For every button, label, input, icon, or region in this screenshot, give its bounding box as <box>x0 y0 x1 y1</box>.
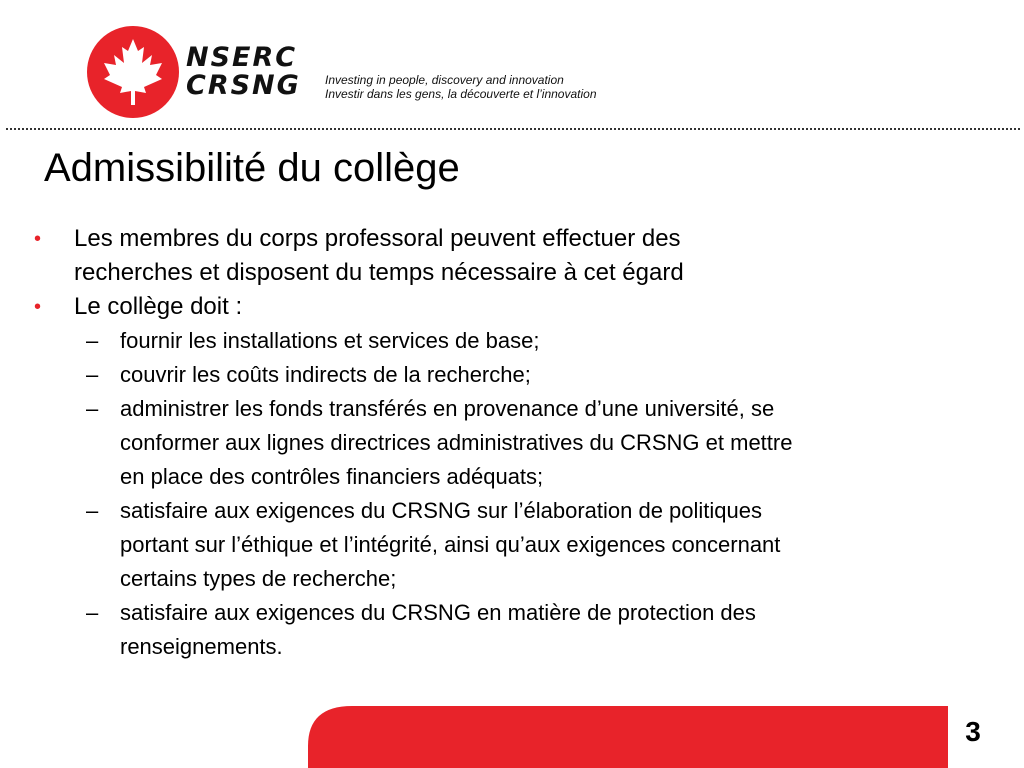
logo-line-nserc: NSERC <box>186 42 298 73</box>
dash-marker: – <box>86 600 99 625</box>
sub-item-administer-funds <box>34 392 1004 494</box>
sub-item-ethics-policies <box>34 494 1004 596</box>
sub-item-text-line: renseignements. <box>120 634 283 659</box>
tagline-french: Investir dans les gens, la découverte et l’innovation <box>325 87 597 101</box>
sub-item-privacy <box>34 596 1004 664</box>
tagline-english: Investing in people, discovery and innovation <box>325 73 564 87</box>
dash-marker: – <box>86 328 99 353</box>
logo-line-crsng: CRSNG <box>186 70 301 101</box>
sub-item-text-line: conformer aux lignes directrices administratives du CRSNG et mettre <box>120 430 793 455</box>
sub-item-indirect-costs <box>34 358 1004 392</box>
sub-item-text-line: en place des contrôles financiers adéquats; <box>120 464 544 489</box>
slide-content <box>34 222 1004 664</box>
sub-item-text-line: certains types de recherche; <box>120 566 397 591</box>
page-number: 3 <box>965 716 981 747</box>
bullet-text-line: recherches et disposent du temps nécessaire à cet égard <box>74 259 684 286</box>
bullet-icon: • <box>34 228 42 250</box>
dash-marker: – <box>86 362 99 387</box>
footer-red-bar <box>308 706 948 768</box>
sub-item-text-line: satisfaire aux exigences du CRSNG sur l’élaboration de politiques <box>120 498 763 523</box>
dash-marker: – <box>86 498 99 523</box>
maple-leaf-icon <box>86 25 180 119</box>
sub-item-text-line: satisfaire aux exigences du CRSNG en matière de protection des <box>120 600 756 625</box>
dash-marker: – <box>86 396 99 421</box>
bullet-item-college <box>34 290 1004 324</box>
sub-item-text-line: administrer les fonds transférés en provenance d’une université, se <box>120 396 775 421</box>
bullet-text-line: Les membres du corps professoral peuvent effectuer des <box>74 225 681 252</box>
bullet-text-line: Le collège doit : <box>74 293 243 320</box>
header-divider <box>6 128 1020 130</box>
sub-item-text-line: couvrir les coûts indirects de la recherche; <box>120 362 531 387</box>
slide-title: Admissibilité du collège <box>44 146 460 190</box>
sub-item-facilities <box>34 324 1004 358</box>
sub-item-text-line: fournir les installations et services de base; <box>120 328 540 353</box>
tagline <box>325 73 597 101</box>
bullet-item-faculty <box>34 222 1004 290</box>
bullet-icon: • <box>34 296 42 318</box>
sub-item-text-line: portant sur l’éthique et l’intégrité, ainsi qu’aux exigences concernant <box>120 532 781 557</box>
logo-wordmark <box>186 44 301 100</box>
